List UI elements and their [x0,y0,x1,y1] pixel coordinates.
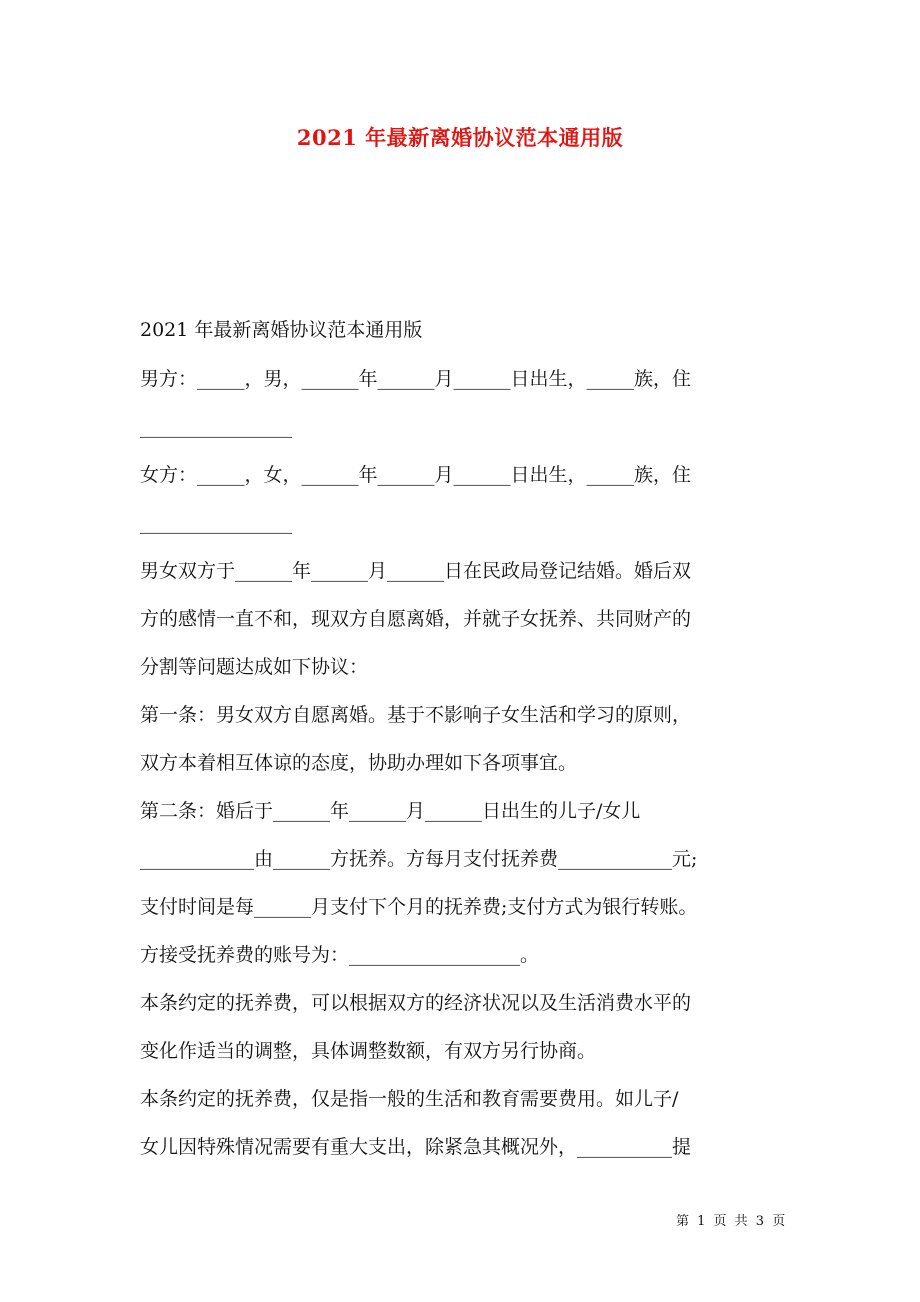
document-title: 2021 年最新离婚协议范本通用版 [296,125,624,150]
body-line: 双方本着相互体谅的态度，协助办理如下各项事宜。 [140,752,578,774]
body-line: 女儿因特殊情况需要有重大支出，除紧急其概况外，__________提 [140,1136,692,1158]
body-line: 第二条：婚后于______年______月______日出生的儿子/女儿 [140,800,641,822]
page-number: 第 1 页 共 3 页 [676,1214,788,1229]
body-line: 方接受抚养费的账号为：__________________。 [140,944,540,966]
body-line: 方的感情一直不和，现双方自愿离婚，并就子女抚养、共同财产的 [140,608,692,630]
body-line: 男方：_____，男，______年______月______日出生，_____族，住 [140,368,692,390]
body-line: 变化作适当的调整，具体调整数额，有双方另行协商。 [140,1040,597,1062]
body-line: ________________ [140,416,292,438]
body-line: 本条约定的抚养费，可以根据双方的经济状况以及生活消费水平的 [140,992,692,1014]
body-line: 本条约定的抚养费，仅是指一般的生活和教育需要费用。如儿子/ [140,1088,679,1110]
body-line: 第一条：男女双方自愿离婚。基于不影响子女生活和学习的原则， [140,704,692,726]
body-line: ________________ [140,512,292,534]
body-line: ____________由______方抚养。方每月支付抚养费____________元; [140,848,698,870]
body-line: 支付时间是每______月支付下个月的抚养费;支付方式为银行转账。 [140,896,698,918]
body-line: 分割等问题达成如下协议： [140,656,369,678]
body-line: 女方：_____，女，______年______月______日出生，_____族，住 [140,464,692,486]
body-line: 2021 年最新离婚协议范本通用版 [140,319,423,341]
body-line: 男女双方于______年______月______日在民政局登记结婚。婚后双 [140,560,692,582]
